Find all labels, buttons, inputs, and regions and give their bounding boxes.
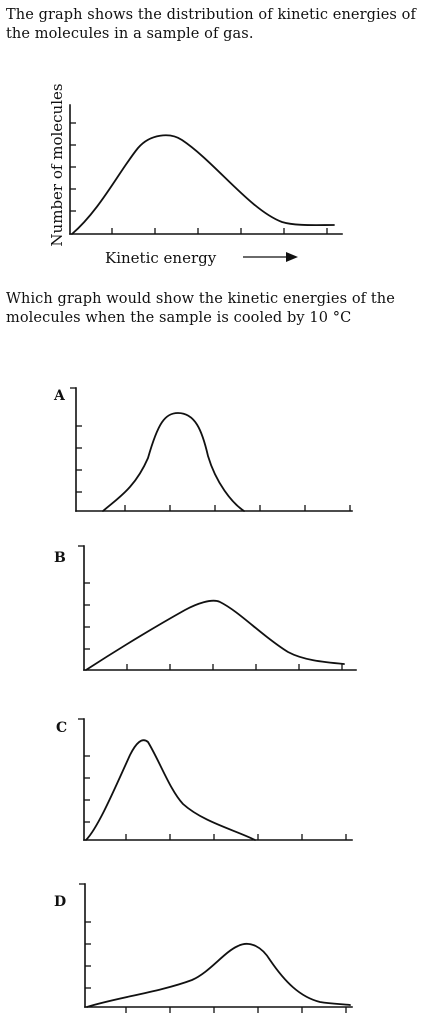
option-a-graph (0, 378, 424, 523)
option-d-curve (87, 944, 350, 1007)
option-d-letter: D (54, 894, 67, 910)
main-x-ticks (112, 228, 327, 234)
main-distribution-curve (72, 135, 334, 234)
main-y-ticks (70, 123, 76, 211)
question-text: Which graph would show the kinetic energies of the molecules when the sample is cooled by 10 °C (6, 291, 395, 326)
option-c-letter: C (56, 720, 68, 736)
intro-text: The graph shows the distribution of kinetic energies of the molecules in a sample of gas. (6, 7, 416, 42)
arrow-right-icon (286, 252, 298, 262)
svg-text:Number of molecules: Number of molecules (48, 83, 66, 247)
option-c-curve (86, 740, 255, 840)
option-c-graph (0, 710, 424, 845)
main-graph-y-label (48, 83, 66, 246)
option-b-letter: B (54, 550, 66, 566)
option-b-curve (86, 601, 344, 670)
option-b-graph (0, 536, 424, 681)
option-a-curve (103, 413, 244, 511)
option-a-letter: A (54, 388, 65, 404)
option-d-graph (0, 872, 424, 1017)
main-x-label: Kinetic energy (105, 249, 217, 267)
main-graph (0, 60, 424, 275)
